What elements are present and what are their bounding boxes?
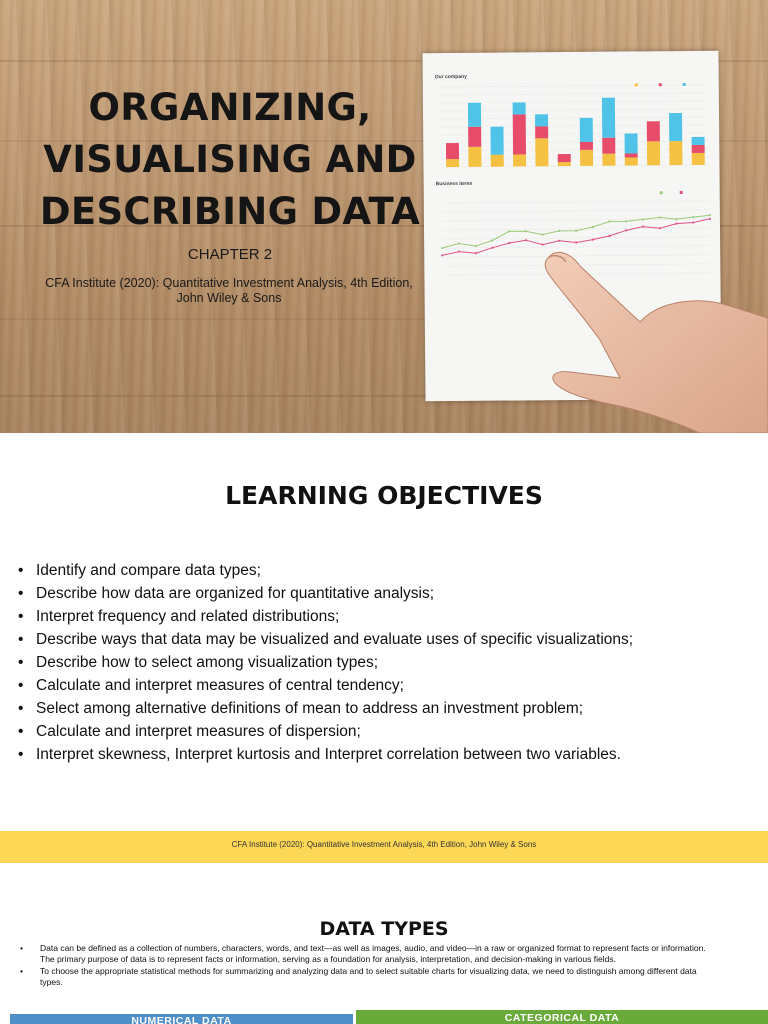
bar-segment xyxy=(535,126,548,138)
line-gridline xyxy=(442,210,710,212)
chapter-subtitle: CHAPTER 2 xyxy=(187,246,273,263)
bar-segment xyxy=(692,153,705,165)
bar-gridline xyxy=(441,133,709,135)
objective-item: • Interpret skewness, Interpret kurtosis and Interpret correlation between two variables. xyxy=(18,743,633,766)
line-point xyxy=(642,218,644,220)
objective-item: • Describe ways that data may be visualized and evaluate uses of specific visualizations; xyxy=(18,628,633,651)
line-point xyxy=(525,239,527,241)
line-chart-title: Business items xyxy=(435,180,473,188)
bar-segment xyxy=(535,138,548,166)
line-point xyxy=(675,222,677,224)
line-point xyxy=(575,230,577,232)
bar-gridline xyxy=(441,85,709,87)
data-types-slide xyxy=(0,863,768,1024)
bar-segment xyxy=(625,153,638,157)
title-line-3: DESCRIBING DATA xyxy=(39,190,421,233)
data-types-heading: DATA TYPES xyxy=(319,918,449,940)
bar-segment xyxy=(669,113,682,141)
line-point xyxy=(475,252,477,254)
footer-band xyxy=(0,831,768,863)
bar-segment xyxy=(446,159,459,167)
line-point xyxy=(625,220,627,222)
reference-line-1: CFA Institute (2020): Quantitative Investment Analysis, 4th Edition, xyxy=(45,276,413,290)
line-point xyxy=(608,235,610,237)
slide-title xyxy=(20,82,440,238)
line-point xyxy=(675,218,677,220)
bar-segment xyxy=(535,114,548,126)
bar-segment xyxy=(468,127,481,147)
bar-chart xyxy=(435,72,710,167)
bar-gridline xyxy=(441,125,709,127)
bar-segment xyxy=(580,150,593,166)
line-chart xyxy=(436,179,712,275)
line-point xyxy=(458,250,460,252)
line-point xyxy=(709,218,711,220)
legend-swatch xyxy=(660,191,663,194)
line-point xyxy=(491,239,493,241)
footer-citation: CFA Institute (2020): Quantitative Investment Analysis, 4th Edition, John Wiley & Sons xyxy=(231,840,537,849)
objective-item: • Interpret frequency and related distributions; xyxy=(18,605,633,628)
bar-segment xyxy=(513,102,526,114)
line-point xyxy=(558,230,560,232)
bar-chart-title: Our company xyxy=(434,73,467,81)
objective-item: • Calculate and interpret measures of central tendency; xyxy=(18,674,633,697)
objective-item: • Identify and compare data types; xyxy=(18,559,633,582)
line-gridline xyxy=(442,219,710,221)
numerical-data-box: NUMERICAL DATA xyxy=(10,1014,353,1024)
bar-segment xyxy=(491,155,504,167)
bar-segment xyxy=(625,133,638,153)
bar-segment xyxy=(468,103,481,127)
line-point xyxy=(541,234,543,236)
bar-segment xyxy=(647,121,660,141)
bar-gridline xyxy=(441,101,709,103)
line-point xyxy=(608,220,610,222)
bar-segment xyxy=(692,137,705,145)
line-point xyxy=(659,227,661,229)
bar-segment xyxy=(625,157,638,165)
line-gridline xyxy=(442,246,710,248)
bar-segment xyxy=(446,143,459,159)
legend-swatch xyxy=(659,83,662,86)
objective-item: • Select among alternative definitions of mean to address an investment problem; xyxy=(18,697,633,720)
bar-gridline xyxy=(441,149,709,151)
bar-segment xyxy=(490,127,503,155)
line-point xyxy=(525,230,527,232)
source-reference xyxy=(14,276,444,306)
chart-paper xyxy=(422,51,721,402)
line-point xyxy=(558,240,560,242)
bar-gridline xyxy=(441,117,709,119)
legend-swatch xyxy=(635,83,638,86)
line-point xyxy=(458,242,460,244)
learning-objectives-slide xyxy=(0,433,768,863)
line-point xyxy=(441,254,443,256)
line-point xyxy=(491,247,493,249)
bar-segment xyxy=(692,145,705,153)
objectives-list xyxy=(18,559,633,766)
bar-segment xyxy=(580,142,593,150)
bar-segment xyxy=(602,154,615,166)
objective-item: • Describe how to select among visualization types; xyxy=(18,651,633,674)
bar-segment xyxy=(647,141,660,165)
line-point xyxy=(659,216,661,218)
line-point xyxy=(475,245,477,247)
bar-segment xyxy=(602,98,615,138)
line-point xyxy=(642,225,644,227)
bar-gridline xyxy=(441,93,709,95)
line-gridline xyxy=(442,201,710,203)
bar-gridline xyxy=(441,157,709,159)
line-point xyxy=(592,239,594,241)
line-point xyxy=(508,230,510,232)
legend-swatch xyxy=(683,83,686,86)
line-point xyxy=(441,247,443,249)
bar-gridline xyxy=(441,109,709,111)
line-point xyxy=(692,221,694,223)
bar-gridline xyxy=(441,165,709,167)
line-point xyxy=(709,214,711,216)
bullet-item: • Data can be defined as a collection of numbers, characters, words, and text—as well as images, audio, and video—in a raw or organized format to represent facts or information. The primary purpose of data is to represent facts or information, serving as a foundation for analysis, interpretation, and decision-making in various fields. xyxy=(20,943,720,965)
reference-line-2: John Wiley & Sons xyxy=(176,291,282,305)
bullet-item: • To choose the appropriate statistical methods for summarizing and analyzing data and to select suitable charts for visualizing data, we need to distinguish among different data types. xyxy=(20,966,720,988)
bar-segment xyxy=(513,154,526,166)
line-point xyxy=(508,242,510,244)
title-line-1: ORGANIZING, xyxy=(88,86,372,129)
objective-item: • Calculate and interpret measures of dispersion; xyxy=(18,720,633,743)
bar-segment xyxy=(602,138,615,154)
bar-segment xyxy=(558,154,571,162)
bar-segment xyxy=(558,162,571,166)
learning-objectives-heading: LEARNING OBJECTIVES xyxy=(225,481,543,510)
paper-charts xyxy=(422,51,721,402)
bar-segment xyxy=(669,141,682,165)
line-gridline xyxy=(442,264,710,266)
title-line-2: VISUALISING AND xyxy=(43,138,417,181)
data-types-bullets xyxy=(20,943,720,989)
line-point xyxy=(625,229,627,231)
bar-segment xyxy=(513,114,526,154)
line-gridline xyxy=(442,237,710,239)
line-point xyxy=(692,216,694,218)
bar-gridline xyxy=(441,141,709,143)
line-point xyxy=(575,241,577,243)
legend-swatch xyxy=(680,191,683,194)
objective-item: • Describe how data are organized for quantitative analysis; xyxy=(18,582,633,605)
title-slide xyxy=(0,0,768,433)
line-gridline xyxy=(442,255,710,257)
categorical-data-box: CATEGORICAL DATA xyxy=(356,1010,768,1024)
bar-segment xyxy=(580,118,593,142)
line-gridline xyxy=(442,273,710,275)
line-point xyxy=(592,226,594,228)
bar-segment xyxy=(468,147,481,167)
line-point xyxy=(542,243,544,245)
